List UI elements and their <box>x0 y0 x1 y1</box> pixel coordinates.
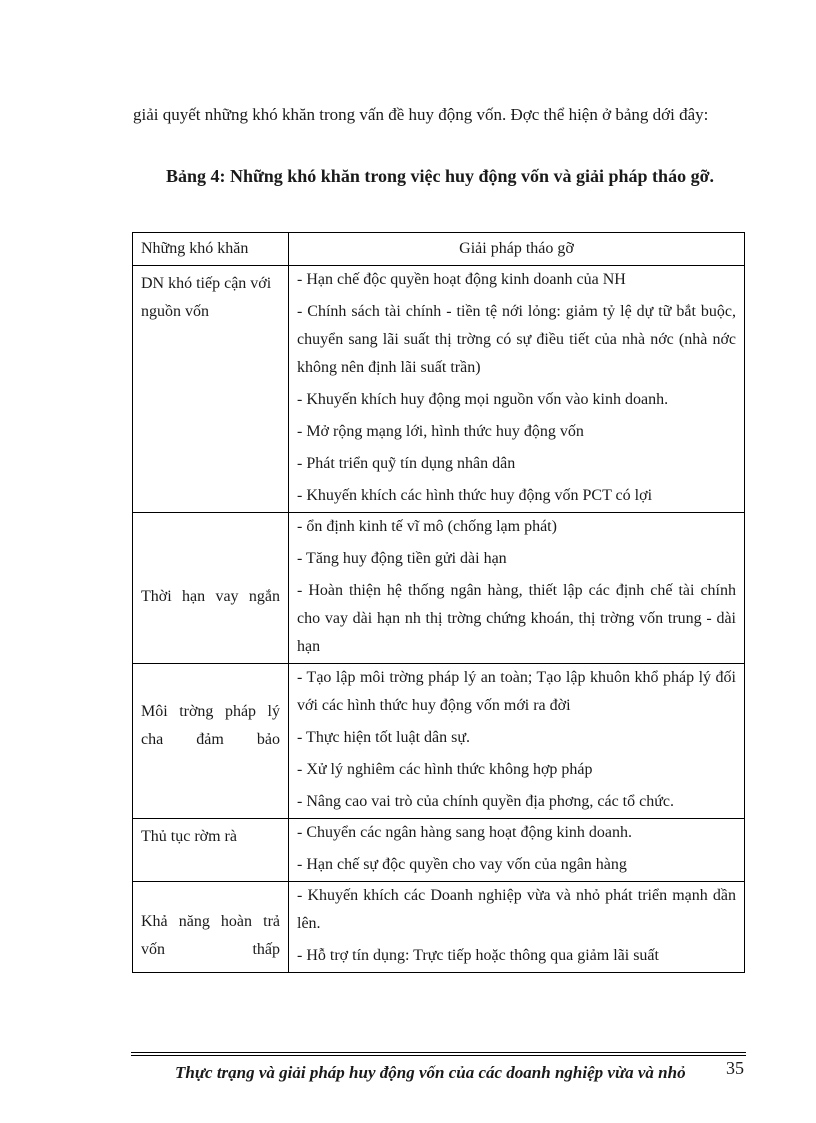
solution-item: - ổn định kinh tế vĩ mô (chống lạm phát) <box>297 518 557 535</box>
solution-item: - Khuyến khích các hình thức huy động vốn PCT có lợi <box>297 487 653 504</box>
solution-item: - Hỗ trợ tín dụng: Trực tiếp hoặc thông qua giảm lãi suất <box>297 947 659 964</box>
solution-item: - Nâng cao vai trò của chính quyền địa phơng, các tổ chức. <box>297 793 674 810</box>
footer-rule <box>131 1055 746 1056</box>
solution-item: - Hạn chế độc quyền hoạt động kinh doanh của NH <box>297 271 626 288</box>
table-row <box>133 882 745 973</box>
solution-item: - Chính sách tài chính - tiền tệ nới lỏng: giảm tỷ lệ dự tữ bắt buộc, chuyển sang lãi suất thị trờng có sự điều tiết của nhà nớc (nhà nớc không nên định lãi suất trần) <box>297 303 736 376</box>
solution-item: - Tạo lập môi trờng pháp lý an toàn; Tạo lập khuôn khổ pháp lý đối với các hình thức huy động vốn mới ra đời <box>297 669 736 714</box>
solution-cell <box>289 882 745 973</box>
table-row <box>133 266 745 513</box>
solution-cell <box>289 819 745 882</box>
solution-item: - Tăng huy động tiền gửi dài hạn <box>297 550 507 567</box>
solution-item: - Khuyến khích các Doanh nghiệp vừa và nhỏ phát triển mạnh dần lên. <box>297 887 736 932</box>
solution-item: - Hoàn thiện hệ thống ngân hàng, thiết lập các định chế tài chính cho vay dài hạn nh thị trờng chứng khoán, thị trờng vốn trung - dài hạn <box>297 582 736 655</box>
problem-cell: Khả năng hoàn trả vốn thấp <box>133 882 289 973</box>
intro-paragraph: giải quyết những khó khăn trong vấn đề huy động vốn. Đợc thể hiện ở bảng dới đây: <box>133 105 709 124</box>
solution-cell <box>289 513 745 664</box>
solution-item: - Xử lý nghiêm các hình thức không hợp pháp <box>297 761 593 778</box>
problem-cell: Thủ tục rờm rà <box>133 819 289 882</box>
problem-cell: Môi trờng pháp lý cha đảm bảo <box>133 664 289 819</box>
footer-title: Thực trạng và giải pháp huy động vốn của các doanh nghiệp vừa và nhỏ <box>175 1063 686 1082</box>
solution-item: - Khuyến khích huy động mọi nguồn vốn vào kinh doanh. <box>297 391 669 408</box>
table-header-row <box>133 233 745 266</box>
page-number: 35 <box>726 1058 744 1078</box>
header-solutions: Giải pháp tháo gỡ <box>289 233 745 266</box>
solution-item: - Hạn chế sự độc quyền cho vay vốn của ngân hàng <box>297 856 627 873</box>
solution-item: - Phát triển quỹ tín dụng nhân dân <box>297 455 516 472</box>
table-caption: Bảng 4: Những khó khăn trong việc huy động vốn và giải pháp tháo gỡ. <box>165 166 715 186</box>
problem-cell: DN khó tiếp cận với nguồn vốn <box>133 266 289 513</box>
table-row <box>133 513 745 664</box>
solution-cell <box>289 664 745 819</box>
solution-item: - Chuyển các ngân hàng sang hoạt động kinh doanh. <box>297 824 633 841</box>
solution-item: - Thực hiện tốt luật dân sự. <box>297 729 471 746</box>
solution-cell <box>289 266 745 513</box>
header-difficulties: Những khó khăn <box>133 233 289 266</box>
table-row <box>133 664 745 819</box>
footer-rule <box>131 1052 746 1053</box>
problem-cell: Thời hạn vay ngắn <box>133 513 289 664</box>
solution-item: - Mở rộng mạng lới, hình thức huy động vốn <box>297 423 584 440</box>
table-row <box>133 819 745 882</box>
difficulties-solutions-table <box>132 232 745 973</box>
